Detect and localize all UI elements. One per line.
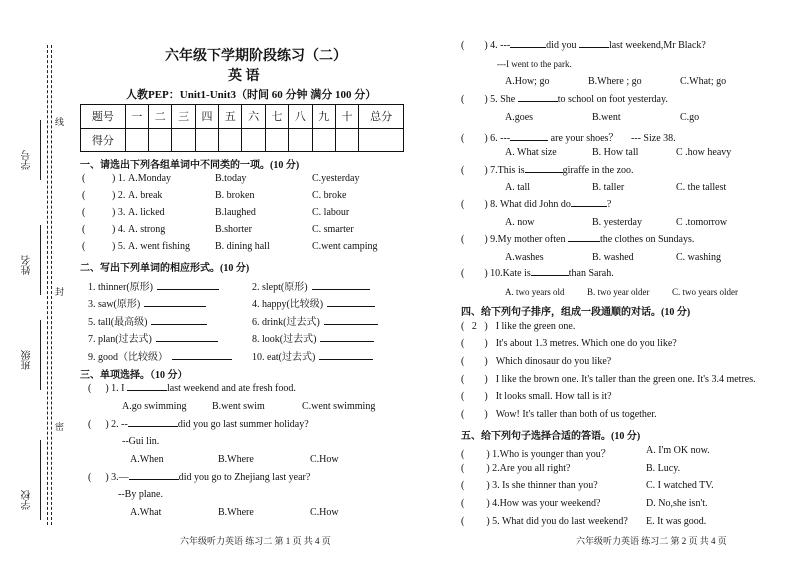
option-c: C.yesterday	[312, 173, 360, 184]
school-label: 学校	[22, 490, 33, 510]
option-b: B.Where	[218, 454, 254, 465]
option-c: C .how heavy	[676, 147, 732, 158]
answer-blank[interactable]	[518, 101, 558, 102]
score-table	[80, 104, 404, 152]
answer-blank[interactable]	[510, 140, 548, 141]
answer-blank[interactable]	[151, 324, 207, 325]
school-line	[40, 440, 41, 520]
answer-blank[interactable]	[312, 289, 370, 290]
answer-paren[interactable]: (	[461, 409, 465, 420]
option-a: A. break	[128, 190, 163, 201]
option-b: B.went swim	[212, 401, 265, 412]
match-question: ( ) 4.How was your weekend?	[461, 498, 601, 509]
option-b: B.today	[215, 173, 247, 184]
score-cell: 总分	[359, 105, 404, 129]
answer-paren[interactable]: (	[461, 463, 465, 474]
exam-info: 人教PEP：Unit1-Unit3（时间 60 分钟 满分 100 分）	[126, 89, 377, 101]
word-item: 2. slept(原形)	[252, 278, 370, 293]
order-answer[interactable]: 2	[471, 321, 477, 332]
option-a: A. strong	[128, 224, 166, 235]
answer-paren[interactable]: (	[461, 338, 465, 349]
word-item: 1. thinner(原形)	[88, 278, 219, 293]
seal-label-line: 线	[55, 117, 65, 127]
option-b: B.Where ; go	[588, 76, 642, 87]
word-item: 6. drink(过去式)	[252, 313, 378, 328]
answer-paren[interactable]: (	[88, 419, 92, 430]
word-item: 10. eat(过去式)	[252, 348, 373, 363]
option-b: B. washed	[592, 252, 634, 263]
mc-question-7: ( ) 7.This is giraffe in the zoo.	[461, 165, 634, 176]
option-a: A.go swimming	[122, 401, 187, 412]
score-cell: 八	[289, 105, 312, 129]
section5-title: 五、给下列句子选择合适的答语。(10 分)	[461, 431, 641, 442]
answer-paren[interactable]: (	[461, 94, 465, 105]
order-item: ( 2 ) I like the green one.	[461, 321, 576, 332]
answer-blank[interactable]	[144, 306, 206, 307]
reply-text: --Gui lin.	[122, 436, 160, 447]
word-item: 5. tall(最高级)	[88, 313, 207, 328]
class-label: 班级	[22, 350, 33, 370]
option-b: B. dining hall	[215, 241, 270, 252]
score-cell: 四	[195, 105, 218, 129]
order-item: ( ) I like the brown one. It's taller than the green one. It's 3.4 metres.	[461, 374, 756, 385]
answer-paren[interactable]: (	[461, 480, 465, 491]
exam-title: 六年级下学期阶段练习（二）	[165, 49, 347, 64]
option-c: C.What; go	[680, 76, 727, 87]
order-item: ( ) Which dinosaur do you like?	[461, 356, 612, 367]
option-a: A. What size	[505, 147, 557, 158]
score-cell: 六	[242, 105, 265, 129]
answer-paren[interactable]: (	[461, 165, 465, 176]
answer-paren[interactable]: (	[461, 391, 465, 402]
answer-blank[interactable]	[172, 359, 232, 360]
answer-paren[interactable]: (	[461, 268, 465, 279]
match-answer: C. I watched TV.	[646, 480, 714, 491]
score-cell: 二	[149, 105, 172, 129]
student-no-line	[40, 120, 41, 180]
answer-blank[interactable]	[579, 47, 609, 48]
reply-text: --By plane.	[118, 489, 163, 500]
answer-blank[interactable]	[525, 172, 563, 173]
option-c: C.go	[680, 112, 700, 123]
option-a: A. went fishing	[128, 241, 190, 252]
score-cell: 得分	[81, 128, 126, 152]
dashed-binding-line-inner	[51, 45, 52, 525]
order-item: ( ) Wow! It's taller than both of us together.	[461, 409, 657, 420]
score-cell: 五	[219, 105, 242, 129]
option-a: A.Monday	[128, 173, 172, 184]
match-question: ( ) 2.Are you all right?	[461, 463, 571, 474]
option-c: C. the tallest	[676, 182, 727, 193]
option-c: C.How	[310, 454, 339, 465]
answer-paren[interactable]: (	[82, 207, 86, 218]
answer-paren[interactable]: (	[461, 449, 465, 460]
order-item: ( ) It's about 1.3 metres. Which one do you like?	[461, 338, 677, 349]
mc-question-8: ( ) 8. What did John do ?	[461, 199, 612, 210]
mc-question-1: ( ) 1. I last weekend and ate fresh food.	[88, 383, 296, 394]
mc-question-6: ( ) 6. --- are your shoes？ --- Size 38.	[461, 133, 676, 144]
match-question: ( ) 3. Is she thinner than you?	[461, 480, 598, 491]
match-question: ( ) 1.Who is younger than you？	[461, 449, 611, 460]
answer-blank[interactable]	[129, 479, 179, 480]
score-cell: 七	[265, 105, 288, 129]
word-item: 9. good（比较级）	[88, 348, 232, 363]
option-b: B. taller	[592, 182, 625, 193]
option-c: C. labour	[312, 207, 350, 218]
question-number: ) 1.	[112, 173, 126, 184]
score-input-cell[interactable]	[289, 128, 312, 152]
answer-blank[interactable]	[319, 359, 373, 360]
score-cell: 九	[312, 105, 335, 129]
mc-question-2: ( ) 2. -- did you go last summer holiday?	[88, 419, 309, 430]
answer-paren[interactable]: (	[461, 321, 465, 332]
seal-label-secret: 密	[55, 422, 65, 432]
answer-paren[interactable]: (	[461, 234, 465, 245]
match-answer: A. I'm OK now.	[646, 445, 710, 456]
answer-paren[interactable]: (	[88, 472, 92, 483]
score-input-cell[interactable]	[265, 128, 288, 152]
option-c: C .tomorrow	[676, 217, 728, 228]
question-number: ) 4.	[112, 224, 126, 235]
score-cell: 三	[172, 105, 195, 129]
option-a: A.goes	[505, 112, 534, 123]
option-b: B.shorter	[215, 224, 252, 235]
score-input-cell[interactable]	[359, 128, 404, 152]
option-c: C.went swimming	[302, 401, 376, 412]
score-input-cell[interactable]	[312, 128, 335, 152]
answer-blank[interactable]	[327, 306, 375, 307]
option-b: B. broken	[215, 190, 255, 201]
answer-blank[interactable]	[531, 275, 569, 276]
option-b: B.Where	[218, 507, 254, 518]
mc-question-3: ( ) 3.— did you go to Zhejiang last year?	[88, 472, 311, 483]
option-c: C.How	[310, 507, 339, 518]
score-table-score-row	[81, 128, 404, 152]
score-input-cell[interactable]	[149, 128, 172, 152]
section1-title: 一、请选出下列各组单词中不同类的一项。(10 分)	[80, 160, 300, 171]
match-question: ( ) 5. What did you do last weekend?	[461, 516, 628, 527]
binding-margin	[0, 0, 70, 561]
seal-label-seal: 封	[55, 287, 65, 297]
option-b: B. yesterday	[592, 217, 642, 228]
score-input-cell[interactable]	[172, 128, 195, 152]
option-c: C. broke	[312, 190, 347, 201]
word-item: 7. plan(过去式)	[88, 330, 218, 345]
question-number: ) 3.	[112, 207, 126, 218]
mc-question-9: ( ) 9.My mother often the clothes on Sundays.	[461, 234, 695, 245]
answer-paren[interactable]: (	[461, 40, 465, 51]
score-input-cell[interactable]	[125, 128, 148, 152]
option-a: A. now	[505, 217, 535, 228]
answer-blank[interactable]	[324, 324, 378, 325]
word-item: 4. happy(比较级)	[252, 295, 375, 310]
option-b: B. two year older	[587, 287, 650, 297]
dashed-binding-line	[47, 45, 48, 525]
answer-paren[interactable]: (	[461, 498, 465, 509]
answer-paren[interactable]: (	[88, 383, 92, 394]
answer-paren[interactable]: (	[82, 224, 86, 235]
option-a: A.How; go	[505, 76, 550, 87]
class-line	[40, 320, 41, 390]
match-answer: D. No,she isn't.	[646, 498, 708, 509]
option-a: A.When	[130, 454, 164, 465]
score-input-cell[interactable]	[335, 128, 358, 152]
score-cell: 一	[125, 105, 148, 129]
option-a: A. two years old	[505, 287, 565, 297]
answer-blank[interactable]	[571, 206, 607, 207]
answer-blank[interactable]	[320, 341, 374, 342]
student-no-label: 学号	[22, 150, 33, 170]
answer-blank[interactable]	[157, 289, 219, 290]
score-table-header-row	[81, 105, 404, 129]
answer-paren[interactable]: (	[461, 199, 465, 210]
score-cell: 题号	[81, 105, 126, 129]
answer-paren[interactable]: (	[82, 173, 86, 184]
reply-text: ---I went to the park.	[497, 59, 572, 69]
question-number: ) 5.	[112, 241, 126, 252]
option-c: C. two years older	[672, 287, 738, 297]
mc-question-10: ( ) 10.Kate is than Sarah.	[461, 268, 614, 279]
answer-paren[interactable]: (	[461, 374, 465, 385]
answer-blank[interactable]	[156, 341, 218, 342]
question-number: ) 2.	[112, 190, 126, 201]
option-a: A.What	[130, 507, 162, 518]
mc-question-5: ( ) 5. She to school on foot yesterday.	[461, 94, 668, 105]
option-a: A.washes	[505, 252, 544, 263]
word-item: 8. look(过去式)	[252, 330, 374, 345]
answer-paren[interactable]: (	[82, 241, 86, 252]
answer-blank[interactable]	[127, 390, 167, 391]
score-cell: 十	[335, 105, 358, 129]
name-label: 姓名	[22, 255, 33, 275]
section4-title: 四、给下列句子排序，组成一段通顺的对话。(10 分)	[461, 307, 691, 318]
option-b: B.laughed	[215, 207, 256, 218]
score-input-cell[interactable]	[219, 128, 242, 152]
answer-blank[interactable]	[568, 241, 600, 242]
answer-paren[interactable]: (	[461, 133, 465, 144]
page-footer-right: 六年级听力英语 练习二 第 2 页 共 4 页	[576, 536, 727, 546]
option-b: B. How tall	[592, 147, 639, 158]
word-item: 3. saw(原形)	[88, 295, 206, 310]
option-a: A. tall	[505, 182, 530, 193]
option-b: B.went	[592, 112, 621, 123]
match-answer: B. Lucy.	[646, 463, 681, 474]
score-input-cell[interactable]	[195, 128, 218, 152]
match-answer: E. It was good.	[646, 516, 707, 527]
subject-title: 英 语	[228, 69, 260, 84]
option-a: A. licked	[128, 207, 165, 218]
option-c: C.went camping	[312, 241, 378, 252]
option-c: C. washing	[676, 252, 721, 263]
section3-title: 三、单项选择。（10 分）	[80, 370, 188, 381]
name-line	[40, 225, 41, 295]
option-c: C. smarter	[312, 224, 354, 235]
order-item: ( ) It looks small. How tall is it?	[461, 391, 612, 402]
answer-paren[interactable]: (	[82, 190, 86, 201]
answer-paren[interactable]: (	[461, 516, 465, 527]
answer-blank[interactable]	[510, 47, 546, 48]
section2-title: 二、写出下列单词的相应形式。(10 分)	[80, 263, 250, 274]
score-input-cell[interactable]	[242, 128, 265, 152]
mc-question-4: ( ) 4. --- did you last weekend,Mr Black?	[461, 40, 706, 51]
answer-paren[interactable]: (	[461, 356, 465, 367]
answer-blank[interactable]	[128, 426, 178, 427]
page-footer-left: 六年级听力英语 练习二 第 1 页 共 4 页	[180, 536, 331, 546]
